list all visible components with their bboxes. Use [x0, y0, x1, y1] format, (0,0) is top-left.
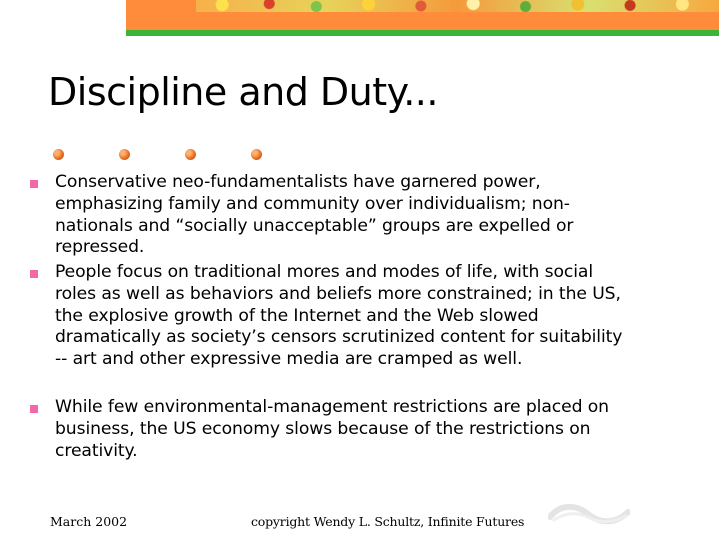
- footer-date: March 2002: [50, 514, 128, 529]
- header-green-rule: [126, 30, 719, 36]
- decorative-dot-4: [251, 149, 262, 160]
- infinite-futures-logo-icon: [548, 500, 630, 528]
- header-floral-band: [126, 0, 719, 30]
- bullet-text: People focus on traditional mores and modes of life, with social roles as well as behaviors and beliefs more constrained; in the US, the explosive growth of the Internet and the Web slowed dramatically as society’s censors scrutinized content for suitability -- art and other expressive media are cramped as well.: [55, 262, 623, 370]
- decorative-dot-1: [53, 149, 64, 160]
- pink-square-bullet-icon: [30, 405, 38, 413]
- pink-square-bullet-icon: [30, 270, 38, 278]
- slide-title: Discipline and Duty...: [48, 70, 438, 114]
- bullet-text: While few environmental-management restrictions are placed on business, the US economy slows because of the restrictions on creativity.: [55, 397, 609, 461]
- floral-pattern: [196, 0, 719, 12]
- footer-copyright: copyright Wendy L. Schultz, Infinite Futures: [251, 514, 525, 529]
- decorative-dot-3: [185, 149, 196, 160]
- decorative-dot-2: [119, 149, 130, 160]
- pink-square-bullet-icon: [30, 180, 38, 188]
- bullet-text: Conservative neo-fundamentalists have garnered power, emphasizing family and community over individualism; non-nationals and “socially unacceptable” groups are expelled or repressed.: [55, 172, 574, 258]
